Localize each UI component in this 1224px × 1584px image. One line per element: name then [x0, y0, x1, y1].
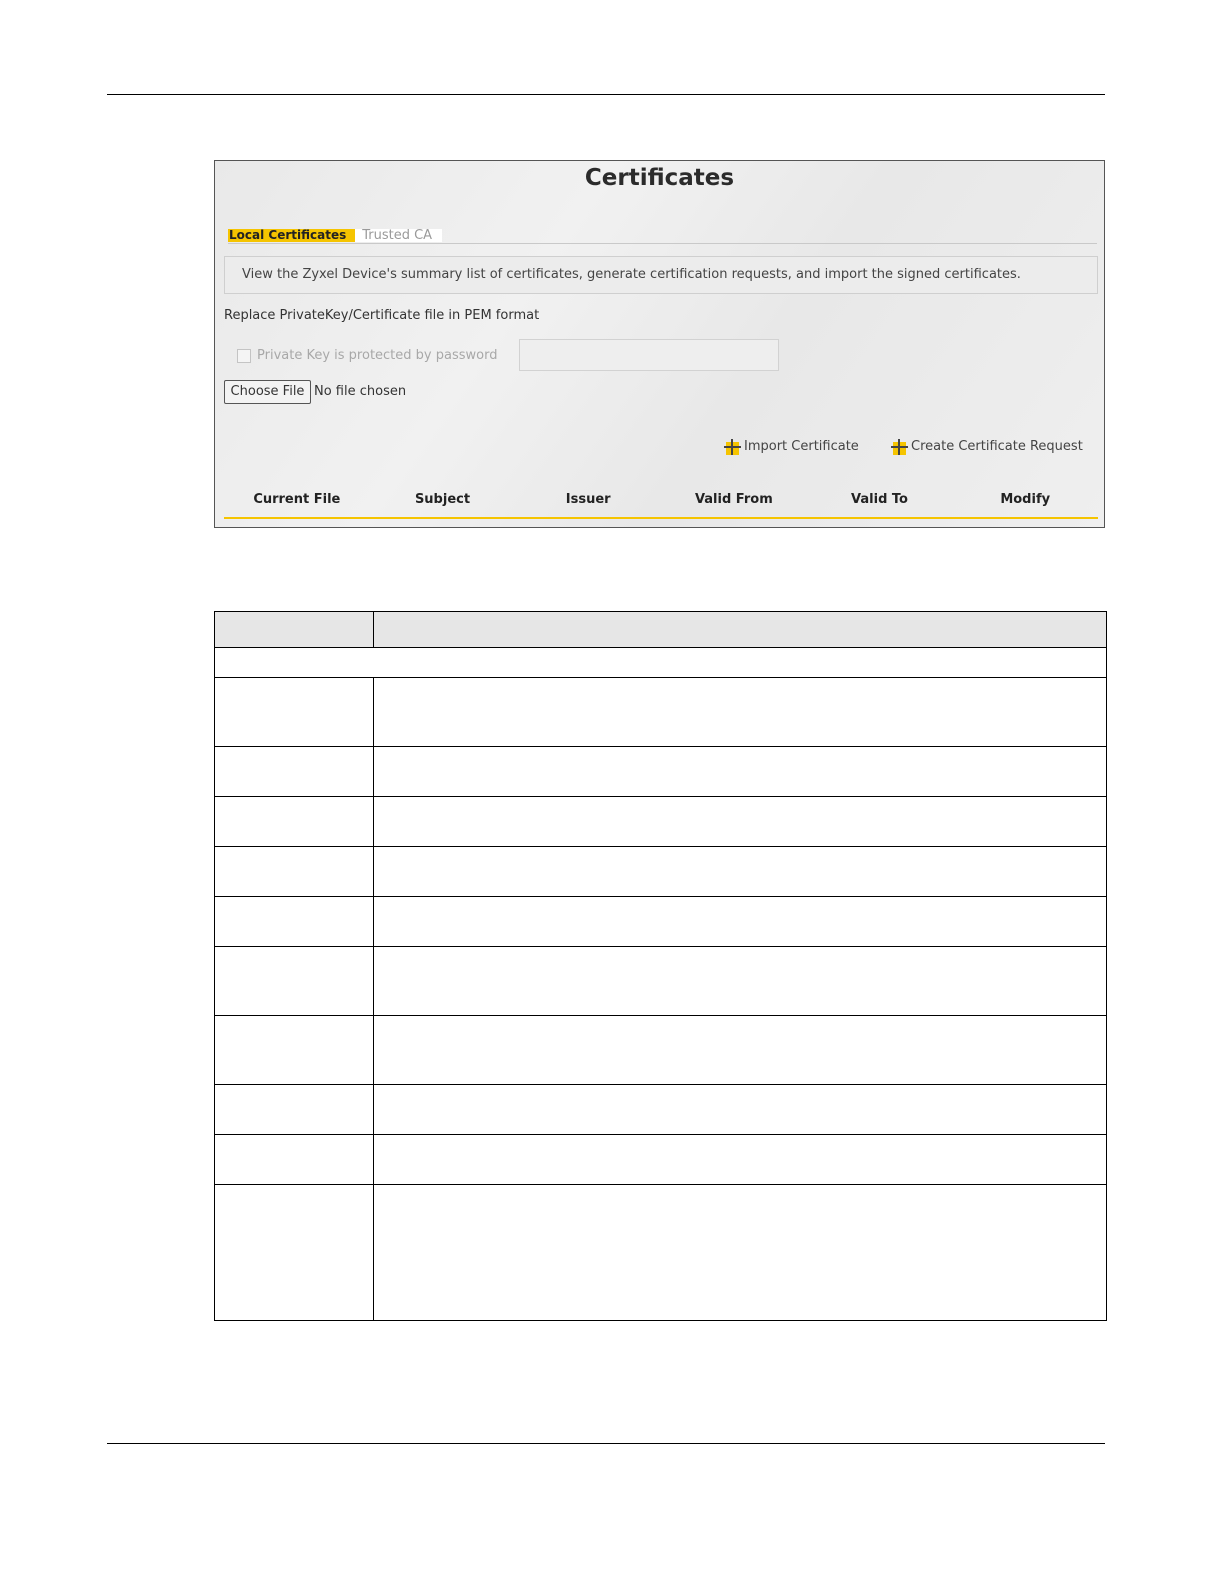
tab-divider: [228, 243, 1097, 244]
pem-format-label: Replace PrivateKey/Certificate file in PEM format: [224, 308, 540, 323]
header-cell-description: [374, 612, 1107, 648]
table-header-underline: [224, 517, 1098, 519]
row-description: [374, 947, 1107, 1016]
row-description: [374, 1085, 1107, 1135]
table-row: [215, 897, 1107, 947]
import-certificate-button[interactable]: [724, 435, 859, 457]
table-header-row: [215, 612, 1107, 648]
row-label: [215, 947, 374, 1016]
row-description: [374, 1135, 1107, 1185]
create-certificate-request-label: Create Certificate Request: [911, 438, 1083, 454]
tab-bar: [228, 227, 442, 242]
row-label: [215, 897, 374, 947]
row-description: [374, 747, 1107, 797]
certificates-panel: [214, 160, 1105, 528]
row-label: [215, 678, 374, 747]
section-cell: [215, 648, 1107, 678]
table-row: [215, 1016, 1107, 1085]
private-key-password-field[interactable]: [519, 339, 779, 371]
row-label: [215, 1085, 374, 1135]
row-label: [215, 1135, 374, 1185]
certificate-table-header: [224, 492, 1098, 510]
import-certificate-label: Import Certificate: [744, 438, 859, 454]
choose-file-button[interactable]: Choose File: [224, 380, 311, 404]
tab-local-certificates[interactable]: Local Certificates: [228, 229, 355, 242]
table-row: [215, 747, 1107, 797]
plus-icon: [891, 439, 908, 457]
table-row: [215, 947, 1107, 1016]
column-current-file: Current File: [253, 492, 341, 507]
table-row: [215, 1085, 1107, 1135]
table-row: [215, 678, 1107, 747]
create-certificate-request-button[interactable]: [891, 435, 1083, 457]
table-row: [215, 1185, 1107, 1321]
section-row: [215, 648, 1107, 678]
file-status-text: No file chosen: [314, 384, 407, 399]
row-label: [215, 1185, 374, 1321]
info-message: View the Zyxel Device's summary list of certificates, generate certification requests, and import the signed certificates.: [224, 256, 1098, 294]
row-label: [215, 1016, 374, 1085]
row-label: [215, 747, 374, 797]
header-rule: [107, 94, 1105, 95]
row-description: [374, 847, 1107, 897]
row-description: [374, 897, 1107, 947]
column-valid-from: Valid From: [694, 492, 773, 507]
column-modify: Modify: [1000, 492, 1051, 507]
row-label: [215, 797, 374, 847]
field-description-table: [214, 611, 1107, 1321]
column-valid-to: Valid To: [851, 492, 908, 507]
row-description: [374, 797, 1107, 847]
table-row: [215, 797, 1107, 847]
row-description: [374, 678, 1107, 747]
page-title: Certificates: [584, 165, 735, 191]
private-key-checkbox[interactable]: [237, 349, 251, 363]
tab-trusted-ca[interactable]: Trusted CA: [355, 229, 442, 242]
row-description: [374, 1016, 1107, 1085]
table-row: [215, 847, 1107, 897]
row-description: [374, 1185, 1107, 1321]
row-label: [215, 847, 374, 897]
footer-rule: [107, 1443, 1105, 1444]
private-key-checkbox-label: Private Key is protected by password: [257, 348, 498, 363]
table-row: [215, 1135, 1107, 1185]
column-subject: Subject: [414, 492, 471, 507]
plus-icon: [724, 439, 741, 457]
header-cell-label: [215, 612, 374, 648]
column-issuer: Issuer: [565, 492, 611, 507]
